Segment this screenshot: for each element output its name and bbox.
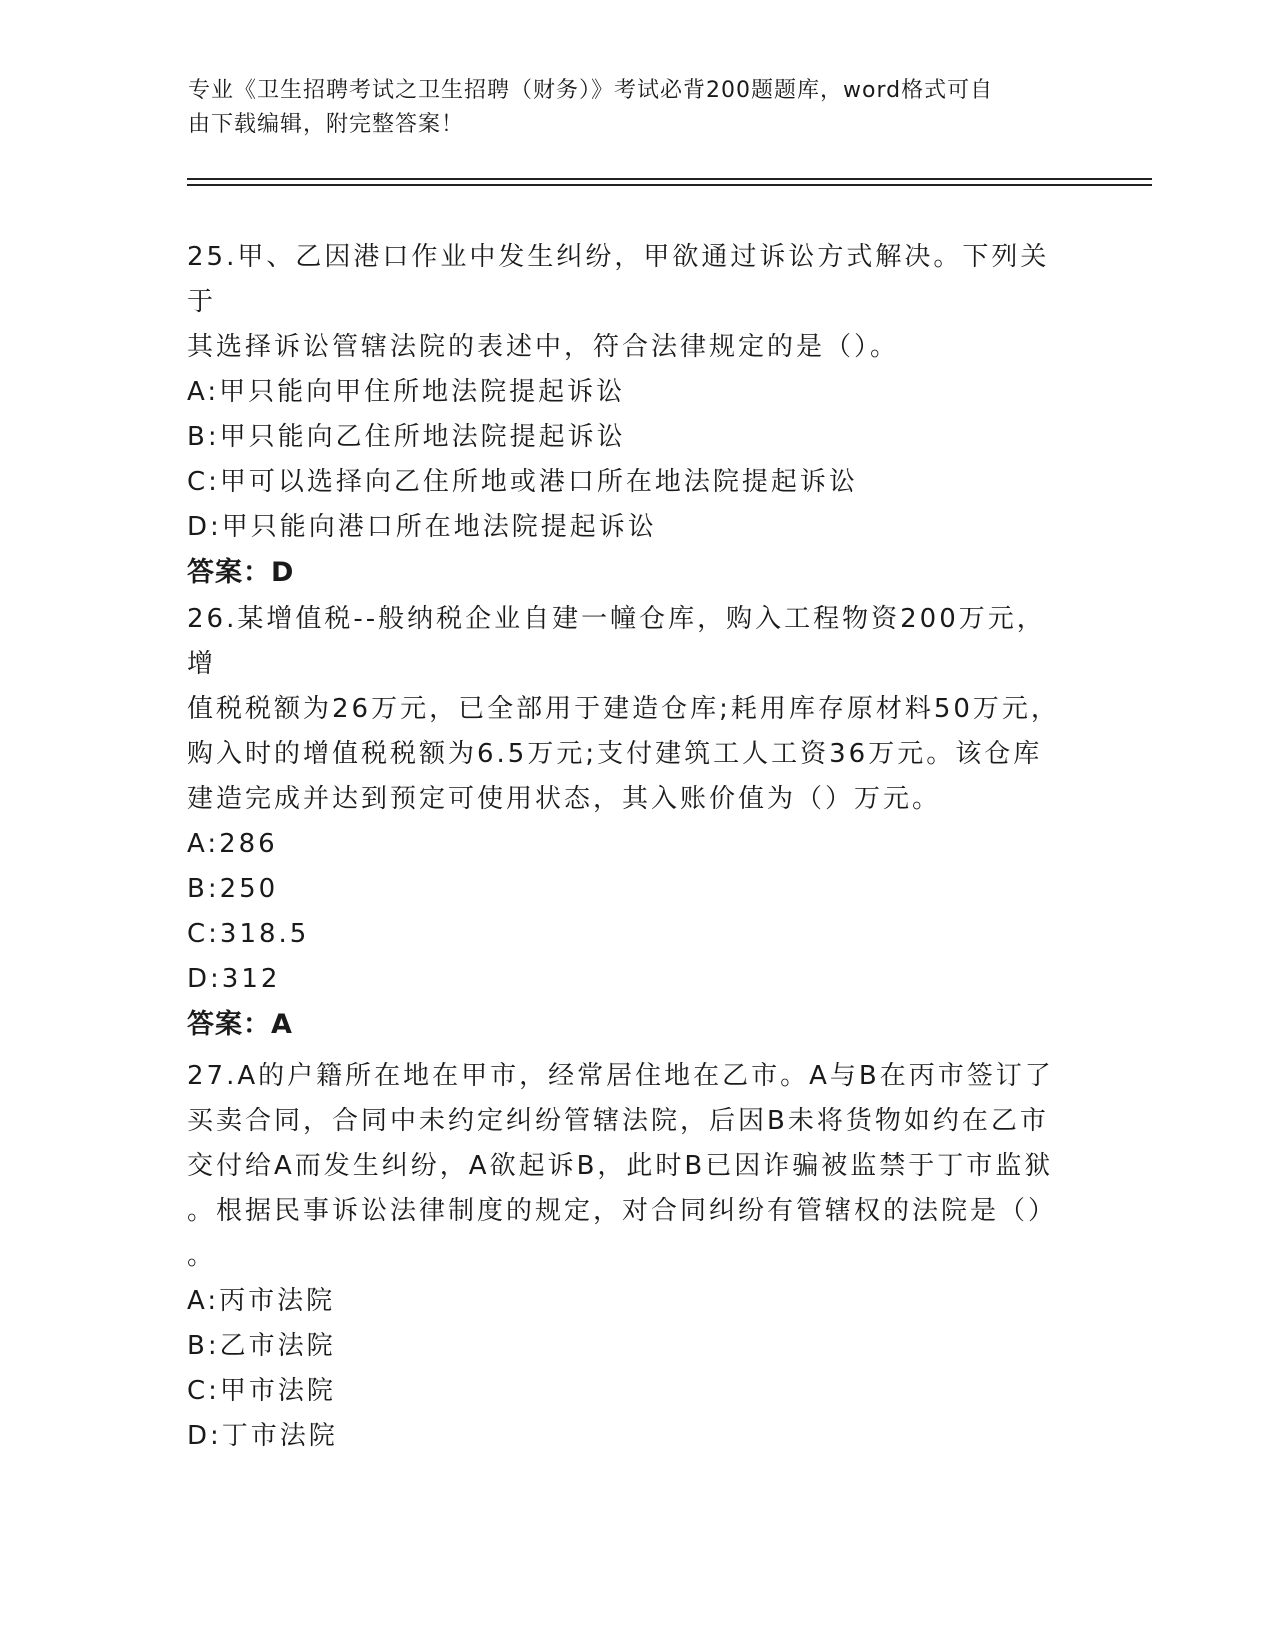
question-25 — [187, 235, 1067, 595]
question-27 — [187, 1054, 1067, 1459]
question-stem-line: 购入时的增值税税额为6.5万元;支付建筑工人工资36万元。该仓库 — [187, 739, 1043, 769]
option-d: D:312 — [187, 964, 281, 994]
option-a: A:丙市法院 — [187, 1286, 336, 1316]
question-stem-line: 买卖合同，合同中未约定纠纷管辖法院，后因B未将货物如约在乙市 — [187, 1106, 1049, 1136]
option-d: D:甲只能向港口所在地法院提起诉讼 — [187, 512, 657, 542]
option-b: B:乙市法院 — [187, 1331, 336, 1361]
header-divider-bottom — [187, 184, 1152, 186]
header-line-1: 专业《卫生招聘考试之卫生招聘（财务）》考试必背200题题库，word格式可自 — [188, 78, 994, 103]
header-divider-top — [187, 178, 1152, 180]
option-a: A:286 — [187, 829, 278, 859]
question-26 — [187, 597, 1067, 1047]
answer-label: 答案：D — [187, 557, 295, 588]
option-c: C:甲可以选择向乙住所地或港口所在地法院提起诉讼 — [187, 467, 858, 497]
document-header — [188, 74, 1068, 142]
option-c: C:甲市法院 — [187, 1376, 336, 1406]
answer-label: 答案：A — [187, 1009, 293, 1040]
question-stem-line: 其选择诉讼管辖法院的表述中，符合法律规定的是（）。 — [187, 332, 900, 362]
header-line-2: 由下载编辑，附完整答案！ — [188, 112, 465, 137]
question-stem-line: 。根据民事诉讼法律制度的规定，对合同纠纷有管辖权的法院是（） — [187, 1196, 1058, 1226]
question-stem-line: 建造完成并达到预定可使用状态，其入账价值为（）万元。 — [187, 784, 942, 814]
question-stem-line: 。 — [187, 1241, 217, 1271]
question-stem-line: 26.某增值税--般纳税企业自建一幢仓库，购入工程物资200万元，增 — [187, 604, 1046, 679]
option-a: A:甲只能向甲住所地法院提起诉讼 — [187, 377, 626, 407]
question-stem-line: 27.A的户籍所在地在甲市，经常居住地在乙市。A与B在丙市签订了 — [187, 1061, 1054, 1091]
option-d: D:丁市法院 — [187, 1421, 338, 1451]
question-stem-line: 交付给A而发生纠纷，A欲起诉B，此时B已因诈骗被监禁于丁市监狱 — [187, 1151, 1054, 1181]
question-stem-line: 值税税额为26万元，已全部用于建造仓库;耗用库存原材料50万元， — [187, 694, 1060, 724]
option-b: B:甲只能向乙住所地法院提起诉讼 — [187, 422, 626, 452]
question-stem-line: 25.甲、乙因港口作业中发生纠纷，甲欲通过诉讼方式解决。下列关于 — [187, 242, 1050, 317]
option-b: B:250 — [187, 874, 279, 904]
option-c: C:318.5 — [187, 919, 310, 949]
